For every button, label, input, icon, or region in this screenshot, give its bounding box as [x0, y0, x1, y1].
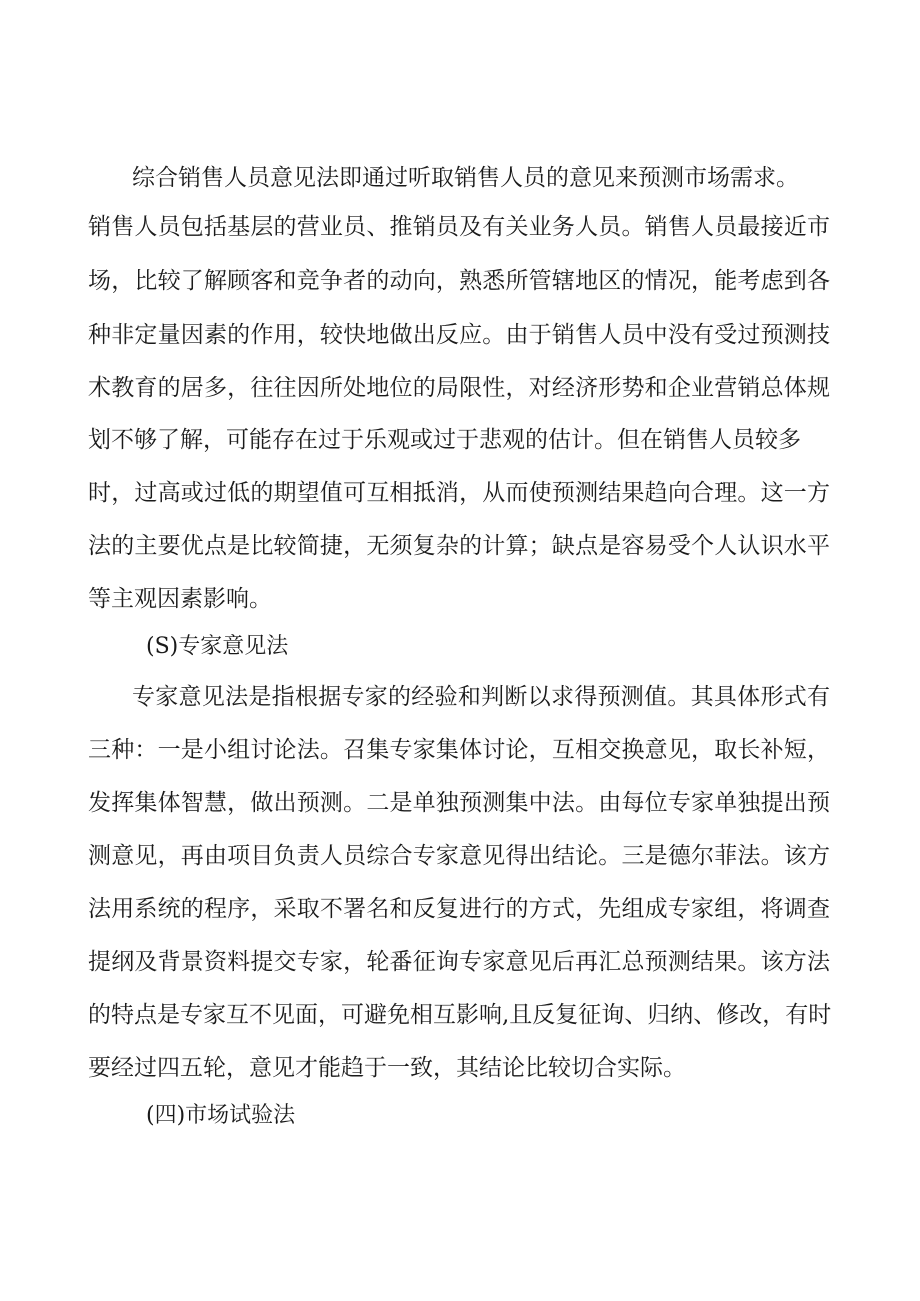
paragraph-2-line-5: 法用系统的程序，采取不署名和反复进行的方式，先组成专家组，将调查 — [88, 896, 830, 922]
paragraph-1-line-5: 术教育的居多，往往因所处地位的局限性，对经济形势和企业营销总体规 — [88, 375, 830, 401]
paragraph-2-line-6: 提纲及背景资料提交专家，轮番征询专家意见后再汇总预测结果。该方法 — [88, 949, 830, 975]
paragraph-2-line-8: 要经过四五轮，意见才能趋于一致，其结论比较切合实际。 — [88, 1055, 686, 1081]
paragraph-1-line-4: 种非定量因素的作用，较快地做出反应。由于销售人员中没有受过预测技 — [88, 322, 830, 348]
paragraph-2-line-1: 专家意见法是指根据专家的经验和判断以求得预测值。其具体形式有 — [132, 684, 830, 710]
section-heading-market-test: (四)市场试验法 — [146, 1103, 296, 1128]
paragraph-1-line-2: 销售人员包括基层的营业员、推销员及有关业务人员。销售人员最接近市 — [88, 214, 830, 240]
paragraph-1-line-9: 等主观因素影响。 — [88, 586, 272, 612]
paragraph-1-line-3: 场，比较了解顾客和竞争者的动向，熟悉所管辖地区的情况，能考虑到各 — [88, 268, 830, 294]
paragraph-1-line-1: 综合销售人员意见法即通过听取销售人员的意见来预测市场需求。 — [132, 165, 799, 191]
paragraph-2-line-2: 三种：一是小组讨论法。召集专家集体讨论，互相交换意见，取长补短， — [88, 737, 830, 763]
section-heading-expert-opinion: (S)专家意见法 — [146, 634, 289, 659]
paragraph-1-line-6: 划不够了解，可能存在过于乐观或过于悲观的估计。但在销售人员较多 — [88, 427, 801, 453]
paragraph-1-line-7: 时，过高或过低的期望值可互相抵消，从而使预测结果趋向合理。这一方 — [88, 480, 830, 506]
paragraph-2-line-7: 的特点是专家互不见面，可避免相互影响,且反复征询、归纳、修改，有时 — [88, 1002, 832, 1028]
paragraph-2-line-4: 测意见，再由项目负责人员综合专家意见得出结论。三是德尔菲法。该方 — [88, 843, 830, 869]
paragraph-2-line-3: 发挥集体智慧，做出预测。二是单独预测集中法。由每位专家单独提出预 — [88, 790, 830, 816]
paragraph-1-line-8: 法的主要优点是比较简捷，无须复杂的计算；缺点是容易受个人认识水平 — [88, 533, 830, 559]
